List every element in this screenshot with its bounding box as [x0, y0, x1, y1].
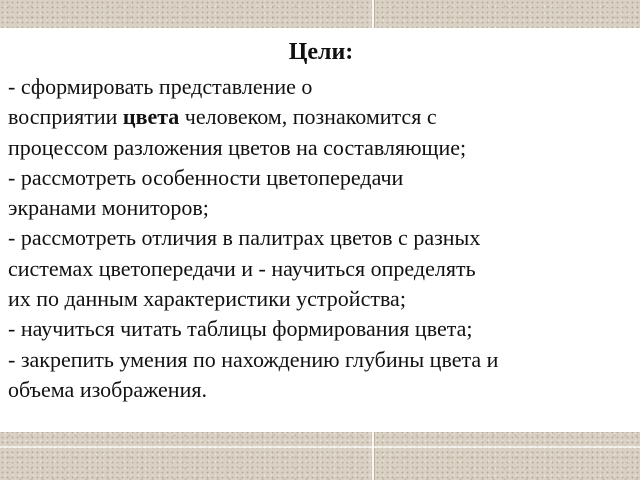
goal-text: - сформировать представление о — [8, 74, 313, 99]
bottom-band-divider — [372, 432, 374, 480]
bottom-texture-band — [0, 432, 640, 480]
bottom-band-rule — [0, 446, 640, 448]
goal-item — [8, 163, 634, 224]
goal-item — [8, 345, 634, 406]
goal-text: - рассмотреть отличия в палитрах цветов с разных — [8, 225, 481, 251]
slide-title: Цели: — [288, 39, 354, 65]
top-band-divider — [372, 0, 374, 28]
goal-text: восприятии — [8, 104, 123, 130]
goal-text: человеком, познакомится с — [179, 104, 437, 130]
goal-text: - рассмотреть особенности цветопередачи — [8, 164, 404, 190]
goal-item — [8, 314, 634, 344]
goal-emphasis: цвета — [122, 104, 180, 130]
top-texture-band — [0, 0, 640, 28]
content-panel — [0, 28, 640, 432]
goal-text: их по данным характеристики устройства; — [8, 286, 406, 312]
goal-text: объема изображения. — [8, 376, 207, 402]
goal-text: системах цветопередачи и - научиться определять — [8, 255, 476, 281]
goal-text: - научиться читать таблицы формирования цвета; — [8, 316, 473, 342]
goals-list — [8, 72, 634, 405]
goal-text: - закрепить умения по нахождению глубины цвета и — [8, 346, 499, 372]
goal-item — [8, 72, 634, 163]
goal-text: процессом разложения цветов на составляющие; — [8, 134, 467, 160]
goal-text: экранами мониторов; — [8, 195, 209, 221]
goal-item — [8, 223, 634, 314]
